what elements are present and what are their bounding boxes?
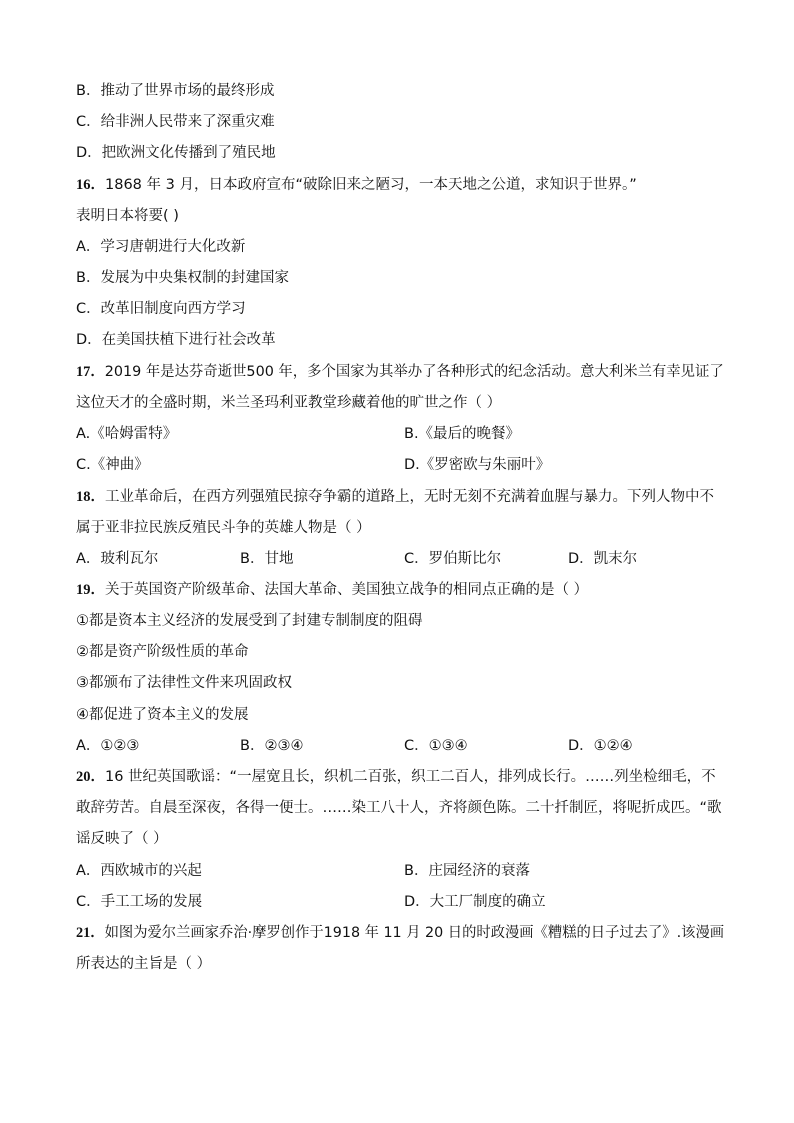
- q19-item-4: ④都促进了资本主义的发展: [76, 707, 249, 723]
- q17-stem-text: 2019 年是达芬奇逝世500 年，多个国家为其举办了各种形式的纪念活动。意大利米兰有幸见证了: [104, 364, 724, 380]
- q19-item-1: ①都是资本主义经济的发展受到了封建专制制度的阻碍: [76, 613, 423, 629]
- q19-option-d: D．①②④: [568, 738, 633, 754]
- q18-options: [76, 549, 637, 569]
- q21-number: 21．: [76, 925, 105, 941]
- q15-option-d: D．把欧洲文化传播到了殖民地: [76, 145, 276, 161]
- q18-stem-text: 工业革命后，在西方列强殖民掠夺争霸的道路上，无时无刻不充满着血腥与暴力。下列人物中不: [105, 489, 714, 505]
- q18-stem-line-2: 属于亚非拉民族反殖民斗争的英雄人物是（ ）: [76, 520, 371, 536]
- q20-option-c: C．手工工场的发展: [76, 894, 203, 910]
- q15-option-b: B．推动了世界市场的最终形成: [76, 83, 275, 99]
- q17-option-c: C.《神曲》: [76, 457, 149, 473]
- q18-option-b: B．甘地: [240, 551, 294, 567]
- q20-stem-text: 16 世纪英国歌谣：“一屋宽且长，织机二百张，织工二百人，排列成长行。……列坐检细毛，不: [105, 769, 716, 785]
- q17-stem-line-2: 这位天才的全盛时期，米兰圣玛利亚教堂珍藏着他的旷世之作（ ）: [76, 395, 502, 411]
- q21-stem-line-1: [76, 923, 724, 943]
- q17-option-d: D.《罗密欧与朱丽叶》: [404, 457, 551, 473]
- q16-option-b: B．发展为中央集权制的封建国家: [76, 270, 289, 286]
- q17-option-b: B.《最后的晚餐》: [404, 426, 521, 442]
- q16-option-c: C．改革旧制度向西方学习: [76, 301, 246, 317]
- q19-option-c: C．①③④: [404, 738, 468, 754]
- q16-number: 16．: [76, 177, 105, 193]
- q18-option-d: D．凯末尔: [568, 551, 638, 567]
- q21-stem-text: 如图为爱尔兰画家乔治·摩罗创作于1918 年 11 月 20 日的时政漫画《糟糕的日子过去了》.该漫画: [104, 925, 725, 941]
- q19-stem-text: 关于英国资产阶级革命、法国大革命、美国独立战争的相同点正确的是（ ）: [105, 582, 589, 598]
- q20-stem-line-3: 谣反映了（ ）: [76, 831, 168, 847]
- q16-stem-line-1: [76, 175, 637, 195]
- q20-stem-line-2: 敢辞劳苦。自晨至深夜，各得一便士。……染工八十人，齐将颜色陈。二十扦制匠，将呢折成匹。“歌: [76, 800, 722, 816]
- q20-option-d: D．大工厂制度的确立: [404, 894, 546, 910]
- q19-option-a: A．①②③: [76, 738, 140, 754]
- q20-option-a: A．西欧城市的兴起: [76, 863, 202, 879]
- q19-item-3: ③都颁布了法律性文件来巩固政权: [76, 675, 292, 691]
- q16-option-d: D．在美国扶植下进行社会改革: [76, 332, 276, 348]
- q19-stem-line-1: [76, 580, 588, 600]
- q17-option-a: A.《哈姆雷特》: [76, 426, 178, 442]
- q18-stem-line-1: [76, 487, 714, 507]
- q19-option-b: B．②③④: [240, 738, 304, 754]
- q16-option-a: A．学习唐朝进行大化改新: [76, 239, 246, 255]
- q21-stem-line-2: 所表达的主旨是（ ）: [76, 956, 212, 972]
- q16-stem-line-2: 表明日本将要( ): [76, 208, 179, 224]
- q15-option-c: C．给非洲人民带来了深重灾难: [76, 114, 275, 130]
- q18-option-a: A．玻利瓦尔: [76, 551, 159, 567]
- q16-stem-text: 1868 年 3 月，日本政府宣布“破除旧来之陋习，一本天地之公道，求知识于世界。”: [105, 177, 637, 193]
- q19-number: 19．: [76, 582, 105, 598]
- q17-number: 17．: [76, 364, 105, 380]
- q20-option-b: B．庄园经济的衰落: [404, 863, 530, 879]
- q18-option-c: C．罗伯斯比尔: [404, 551, 502, 567]
- q19-options: [76, 736, 633, 756]
- q18-number: 18．: [76, 489, 105, 505]
- q17-stem-line-1: [76, 362, 724, 382]
- q19-item-2: ②都是资产阶级性质的革命: [76, 644, 249, 660]
- q20-number: 20．: [76, 769, 105, 785]
- q20-stem-line-1: [76, 767, 716, 787]
